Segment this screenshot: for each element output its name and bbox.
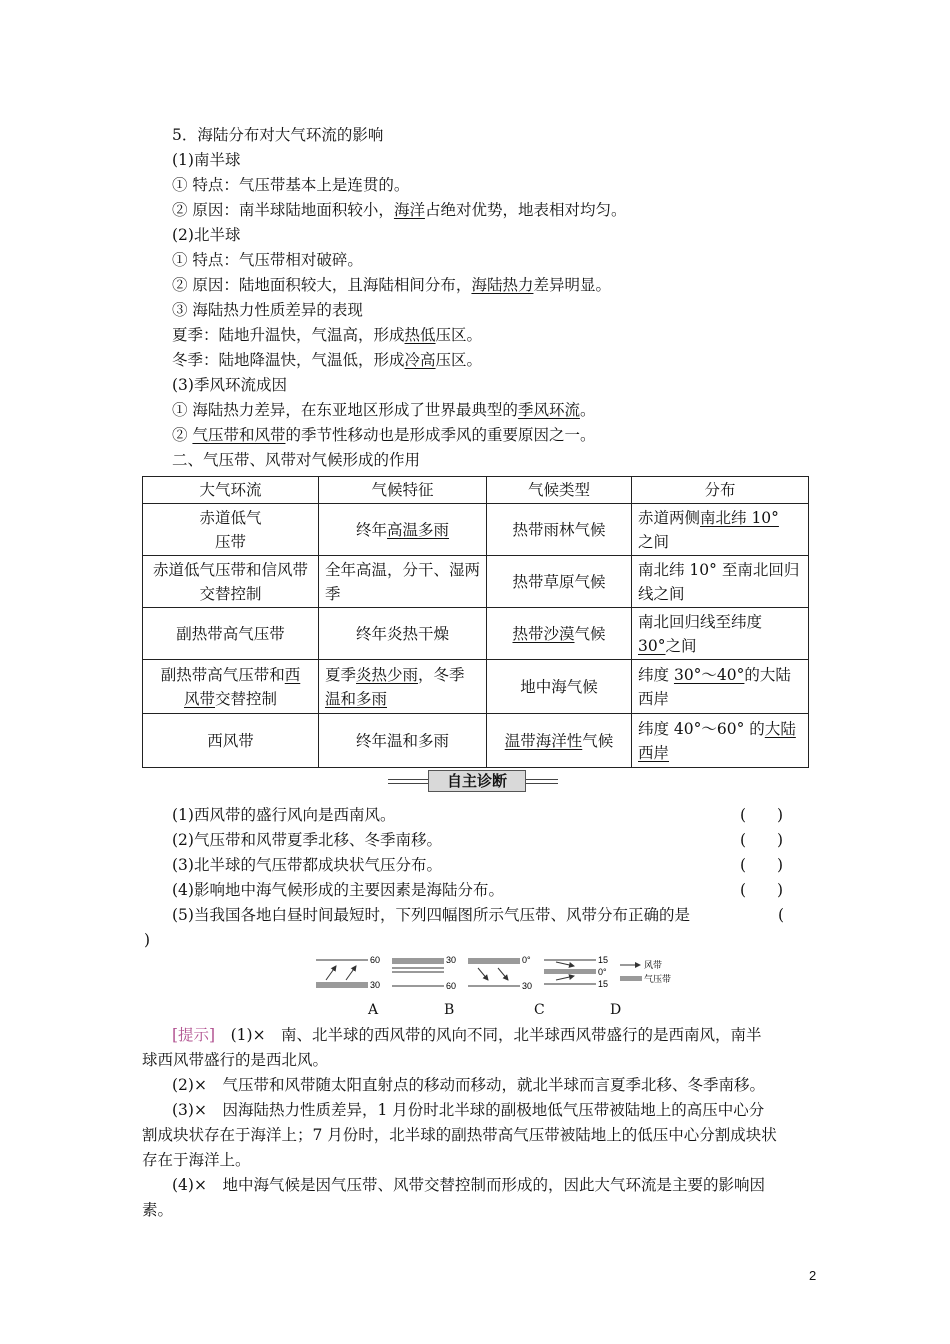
table-header: 大气环流 [143, 477, 319, 504]
table-cell: 副热带高气压带 [143, 608, 319, 660]
diagram-label-b: B [444, 1002, 455, 1018]
wind-arrow [346, 966, 356, 980]
legend-wind-label: 风带 [644, 961, 663, 971]
table-cell: 南北回归线至纬度 30°之间 [632, 608, 809, 660]
hint-3-cont: 割成块状存在于海洋上；7 月份时，北半球的副热带高气压带被陆地上的低压中心分割成块状 [142, 1126, 777, 1144]
wind-arrow [326, 966, 336, 980]
wind-arrow [478, 968, 488, 980]
table-header: 气候类型 [487, 477, 632, 504]
table-cell: 温带海洋性气候 [487, 714, 632, 768]
table-cell: 夏季炎热少雨，冬季 温和多雨 [319, 660, 487, 714]
table-header: 分布 [632, 477, 809, 504]
banner-title: 自主诊断 [428, 770, 526, 792]
hint-3: (3)× 因海陆热力性质差异，1 月份时北半球的副极地低气压带被陆地上的高压中心分 [172, 1101, 765, 1119]
table-row [143, 556, 809, 608]
answer-bracket: ( ) [740, 856, 784, 874]
banner-rule-left [388, 779, 428, 784]
banner-rule-right [526, 779, 558, 784]
belt-diagrams-figure [312, 952, 692, 1024]
section-title: 5．海陆分布对大气环流的影响 [172, 126, 384, 144]
monsoon-reason-1: ① 海陆热力差异，在东亚地区形成了世界最典型的季风环流。 [172, 401, 596, 419]
table-cell: 副热带高气压带和西 风带交替控制 [143, 660, 319, 714]
pressure-belt [392, 958, 444, 964]
subsection-monsoon: (3)季风环流成因 [172, 376, 287, 394]
latitude-label: 15 [598, 955, 609, 965]
hint-3-cont2: 存在于海洋上。 [142, 1151, 251, 1169]
latitude-label: 0° [598, 967, 607, 977]
diagram-label-a: A [368, 1002, 379, 1018]
south-reason: ② 原因：南半球陆地面积较小，海洋占绝对优势，地表相对均匀。 [172, 201, 627, 219]
latitude-label: 15 [598, 979, 609, 989]
diagram-b [392, 955, 456, 991]
table-cell: 赤道两侧南北纬 10° 之间 [632, 504, 809, 556]
table-cell: 纬度 30°～40°的大陆西岸 [632, 660, 809, 714]
subsection-north: (2)北半球 [172, 226, 241, 244]
question-1: (1)西风带的盛行风向是西南风。 [172, 806, 396, 824]
question-4: (4)影响地中海气候形成的主要因素是海陆分布。 [172, 881, 504, 899]
hint-1: [提示] (1)× 南、北半球的西风带的风向不同，北半球西风带盛行的是西南风，南半 [172, 1026, 762, 1044]
diagram-a [316, 955, 380, 990]
south-feature: ① 特点：气压带基本上是连贯的。 [172, 176, 410, 194]
north-reason: ② 原因：陆地面积较大，且海陆相间分布，海陆热力差异明显。 [172, 276, 611, 294]
question-5: (5)当我国各地白昼时间最短时，下列四幅图所示气压带、风带分布正确的是 [172, 906, 690, 924]
table-row [143, 660, 809, 714]
table-cell: 热带雨林气候 [487, 504, 632, 556]
latitude-label: 30 [522, 981, 533, 991]
table-cell: 西风带 [143, 714, 319, 768]
table-header: 气候特征 [319, 477, 487, 504]
table-cell: 地中海气候 [487, 660, 632, 714]
pressure-belt [544, 969, 596, 974]
pressure-belt [468, 958, 520, 964]
section2-title: 二、气压带、风带对气候形成的作用 [172, 451, 421, 469]
table-cell: 纬度 40°～60° 的大陆西岸 [632, 714, 809, 768]
hint-label: [提示] [172, 1026, 216, 1044]
table-cell: 终年温和多雨 [319, 714, 487, 768]
latitude-label: 30 [446, 955, 457, 965]
table-cell: 热带沙漠气候 [487, 608, 632, 660]
latitude-label: 60 [370, 955, 381, 965]
question-2: (2)气压带和风带夏季北移、冬季南移。 [172, 831, 442, 849]
hint-1-cont: 球西风带盛行的是西北风。 [142, 1051, 329, 1069]
answer-bracket-close: ) [144, 931, 151, 949]
legend-pressure-swatch [620, 976, 642, 981]
table-row [143, 714, 809, 768]
answer-bracket: ( ) [740, 831, 784, 849]
table-row [143, 608, 809, 660]
legend-pressure-label: 气压带 [644, 975, 672, 985]
answer-bracket: ( ) [740, 806, 784, 824]
diagram-c [468, 955, 532, 991]
subsection-south: (1)南半球 [172, 151, 241, 169]
climate-table [142, 476, 809, 768]
hint-4-cont: 素。 [142, 1201, 174, 1219]
table-cell: 终年高温多雨 [319, 504, 487, 556]
winter-line: 冬季：陆地降温快，气温低，形成冷高压区。 [172, 351, 483, 369]
summer-line: 夏季：陆地升温快，气温高，形成热低压区。 [172, 326, 483, 344]
hint-4: (4)× 地中海气候是因气压带、风带交替控制而形成的，因此大气环流是主要的影响因 [172, 1176, 765, 1194]
diagnosis-banner [388, 770, 558, 792]
latitude-label: 60 [446, 981, 457, 991]
diagram-label-c: C [534, 1002, 545, 1018]
latitude-label: 30 [370, 980, 381, 990]
pressure-belt [316, 982, 368, 988]
latitude-label: 0° [522, 955, 531, 965]
table-cell: 赤道低气 压带 [143, 504, 319, 556]
table-cell: 热带草原气候 [487, 556, 632, 608]
page-number: 2 [809, 1268, 817, 1283]
north-feature: ① 特点：气压带相对破碎。 [172, 251, 363, 269]
answer-bracket: ( ) [740, 881, 784, 899]
diagram-d [544, 955, 608, 989]
question-3: (3)北半球的气压带都成块状气压分布。 [172, 856, 442, 874]
table-cell: 全年高温，分干、湿两季 [319, 556, 487, 608]
table-cell: 赤道低气压带和信风带交替控制 [143, 556, 319, 608]
diagram-label-d: D [610, 1002, 622, 1018]
monsoon-reason-2: ② 气压带和风带的季节性移动也是形成季风的重要原因之一。 [172, 426, 596, 444]
table-header-row [143, 477, 809, 504]
wind-arrow [498, 968, 508, 980]
wind-arrow [556, 962, 574, 966]
north-performance: ③ 海陆热力性质差异的表现 [172, 301, 363, 319]
table-row [143, 504, 809, 556]
belt-diagrams-svg [312, 952, 692, 1002]
hint-2: (2)× 气压带和风带随太阳直射点的移动而移动，就北半球而言夏季北移、冬季南移。 [172, 1076, 765, 1094]
wind-arrow [556, 976, 574, 980]
table-cell: 南北纬 10° 至南北回归线之间 [632, 556, 809, 608]
table-cell: 终年炎热干燥 [319, 608, 487, 660]
figure-legend [620, 959, 671, 985]
answer-bracket-open: ( [778, 906, 785, 924]
